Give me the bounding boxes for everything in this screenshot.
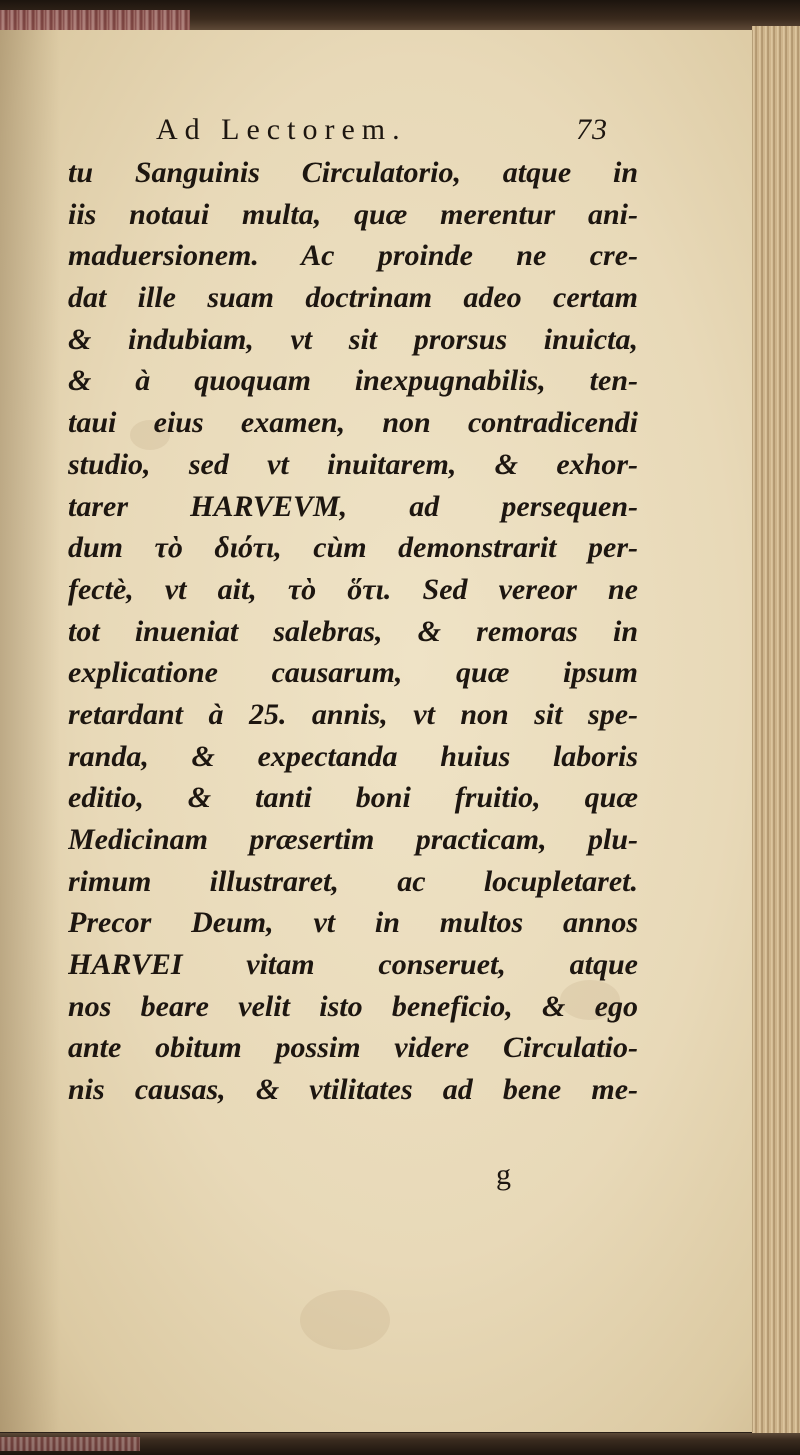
text-block [68, 108, 638, 1111]
text-line: dat ille suam doctrinam adeo certam [68, 281, 638, 315]
text-line: fectè, vt ait, τὸ ὅτι. Sed vereor ne [68, 572, 638, 606]
text-line: nos beare velit isto beneficio, & ego [68, 989, 638, 1023]
text-line: tarer HARVEVM, ad persequen- [68, 489, 638, 523]
text-line: taui eius examen, non contradicendi [68, 406, 638, 440]
text-line: ante obitum possim videre Circulatio- [68, 1031, 638, 1065]
text-line: Precor Deum, vt in multos annos [68, 906, 638, 940]
headband [0, 10, 190, 32]
text-line: editio, & tanti boni fruitio, quæ [68, 781, 638, 815]
headband-bottom [0, 1437, 140, 1451]
text-line: HARVEI vitam conseruet, atque [68, 948, 638, 982]
text-line: maduersionem. Ac proinde ne cre- [68, 239, 638, 273]
gutter-shadow [0, 30, 60, 1432]
foxing-spot [300, 1290, 390, 1350]
page-edge [752, 26, 800, 1434]
text-line: & indubiam, vt sit prorsus inuicta, [68, 322, 638, 356]
running-head [68, 108, 638, 152]
text-line: tot inueniat salebras, & remoras in [68, 614, 638, 648]
text-line: explicatione causarum, quæ ipsum [68, 656, 638, 690]
catchword: g [496, 1158, 511, 1191]
text-line: nis causas, & vtilitates ad bene me- [68, 1073, 638, 1107]
text-line: studio, sed vt inuitarem, & exhor- [68, 447, 638, 481]
text-line: dum τὸ διότι, cùm demonstrarit per- [68, 531, 638, 565]
page-number: 73 [576, 113, 608, 146]
text-line: Medicinam præsertim practicam, plu- [68, 823, 638, 856]
body-text [68, 152, 638, 1111]
text-line: tu Sanguinis Circulatorio, atque in [68, 156, 638, 189]
text-line: & à quoquam inexpugnabilis, ten- [68, 364, 638, 398]
text-line: randa, & expectanda huius laboris [68, 739, 638, 773]
text-line: iis notaui multa, quæ merentur ani- [68, 197, 638, 231]
running-title: Ad Lectorem. [156, 113, 407, 146]
text-line: retardant à 25. annis, vt non sit spe- [68, 697, 638, 731]
text-line: rimum illustraret, ac locupletaret. [68, 864, 638, 898]
